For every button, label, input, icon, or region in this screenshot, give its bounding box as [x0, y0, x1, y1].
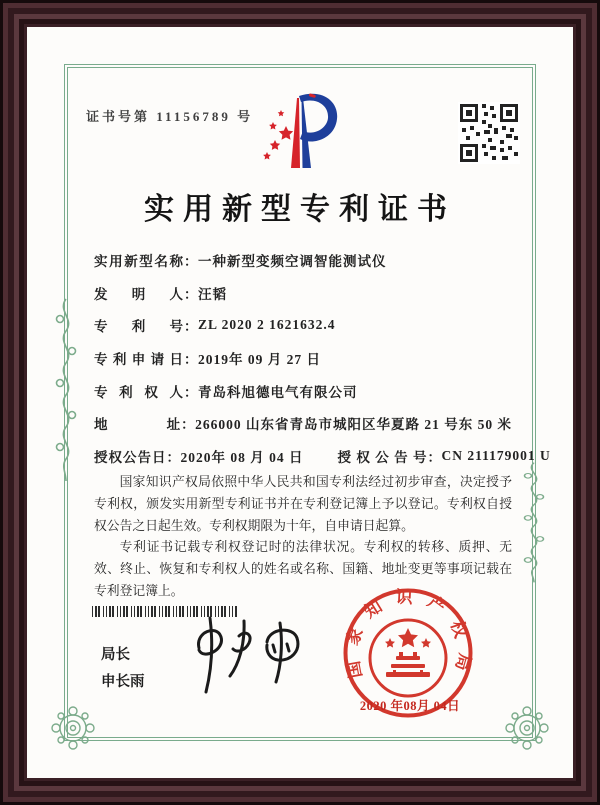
director-block	[101, 642, 145, 696]
field-value: CN 211179001 U	[441, 447, 551, 463]
field-value: 一种新型变频空调智能测试仪	[198, 254, 387, 270]
green-rosette-icon	[504, 705, 550, 751]
field-address: 地址 ： 266000 山东省青岛市城阳区华夏路 21 号东 50 米	[94, 407, 512, 440]
certificate-number: 证书号第 11156789 号	[86, 109, 254, 124]
field-filing-date: 专利申请日 ： 2019年 09 月 27 日	[94, 342, 512, 375]
director-name: 申长雨	[101, 674, 145, 690]
field-value: 汪韬	[198, 286, 227, 302]
qr-code-icon	[458, 102, 520, 164]
legal-text	[94, 472, 512, 603]
field-patent-no: 专利号 ： ZL 2020 2 1621632.4	[94, 317, 336, 335]
field-value: 2020年 08 月 04 日	[180, 449, 304, 465]
field-grant-date: 授权公告日 ： 2020年 08 月 04 日 授权公告号 ： CN 211179001 U	[94, 447, 551, 465]
green-flourish-left-icon	[53, 295, 79, 485]
seal-text: 国家知识产权局	[341, 587, 475, 686]
seal-date: 2020 年08月 04日	[359, 699, 461, 713]
certificate-title: 实用新型专利证书	[144, 193, 456, 226]
field-value: 2019年 09 月 27 日	[198, 352, 321, 368]
field-inventor: 发明人 ： 汪韬	[94, 277, 512, 310]
field-value: ZL 2020 2 1621632.4	[198, 317, 336, 333]
paragraph-1: 国家知识产权局依照中华人民共和国专利法经过初步审查，决定授予专利权，颁发实用新型专利证书并在专利登记簿上予以登记。专利权自授权公告之日起生效。专利权期限为十年，自申请日起算。	[94, 475, 512, 533]
field-list	[94, 244, 551, 472]
field-value: 266000 山东省青岛市城阳区华夏路 21 号东 50 米	[195, 417, 512, 433]
field-name: 实用新型名称 ： 一种新型变频空调智能测试仪	[94, 244, 512, 277]
director-label: 局长	[101, 647, 130, 663]
cnipa-logo-icon	[253, 88, 347, 178]
field-value: 青岛科旭德电气有限公司	[198, 384, 358, 400]
field-grant-no: 授权公告号 ： CN 211179001 U	[337, 447, 551, 465]
field-patentee: 专利权人 ： 青岛科旭德电气有限公司	[94, 374, 512, 407]
director-signature-icon	[175, 608, 315, 703]
paragraph-2: 专利证书记载专利权登记时的法律状况。专利权的转移、质押、无效、终止、恢复和专利权人的姓名或名称、国籍、地址变更等事项记载在专利登记簿上。	[94, 540, 512, 598]
green-flourish-right-icon	[521, 460, 547, 585]
green-rosette-icon	[50, 705, 96, 751]
